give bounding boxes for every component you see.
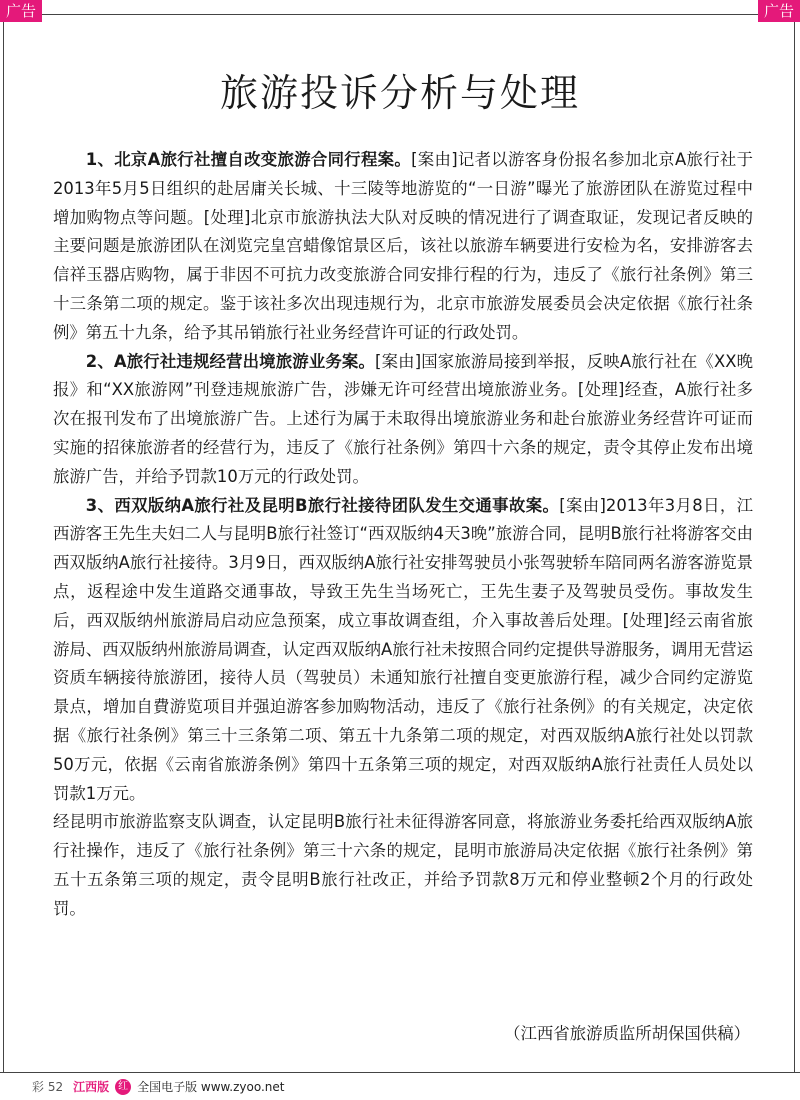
case-1-text: [案由]记者以游客身份报名参加北京A旅行社于2013年5月5日组织的赴居庸关长城、十三陵等地游览的“一日游”曝光了旅游团队在游览过程中增加购物点等问题。[处理]北京市旅游执法大队对反映的情况进行了调查取证，发现记者反映的主要问题是旅游团队在浏览完皇宫蜡像馆景区后，该社以旅游车辆要进行安检为名，安排游客去信祥玉器店购物，属于非因不可抗力改变旅游合同安排行程的行为，违反了《旅行社条例》第三十三条第二项的规定。鉴于该社多次出现违规行为，北京市旅游发展委员会决定依据《旅行社条例》第五十九条，给予其吊销旅行社业务经营许可证的行政处罚。 xyxy=(53,150,753,342)
website-link[interactable]: 全国电子版 www.zyoo.net xyxy=(137,1080,285,1094)
author-signature: （江西省旅游质监所胡保国供稿） xyxy=(504,1024,750,1043)
case-1-heading: 1、北京A旅行社擅自改变旅游合同行程案。 xyxy=(85,150,412,169)
case-1-paragraph xyxy=(53,146,753,348)
case-3-text: [案由]2013年3月8日，江西游客王先生夫妇二人与昆明B旅行社签订“西双版纳4天3晚”旅游合同，昆明B旅行社将游客交由西双版纳A旅行社接待。3月9日，西双版纳A旅行社安排驾驶员小张驾驶轿车陪同两名游客游览景点，返程途中发生道路交通事故，导致王先生当场死亡，王先生妻子及驾驶员受伤。事故发生后，西双版纳州旅游局启动应急预案，成立事故调查组，介入事故善后处理。[处理]经云南省旅游局、西双版纳州旅游局调查，认定西双版纳A旅行社未按照合同约定提供导游服务，调用无营运资质车辆接待旅游团，接待人员（驾驶员）未通知旅行社擅自变更旅游行程，减少合同约定游览景点，增加自費游览项目并强迫游客参加购物活动，违反了《旅行社条例》的有关规定，决定依据《旅行社条例》第三十三条第二项、第五十九条第二项的规定，对西双版纳A旅行社处以罚款50万元，依据《云南省旅游条例》第四十五条第三项的规定，对西双版纳A旅行社责任人员处以罚款1万元。 xyxy=(53,495,753,803)
closing-paragraph: 经昆明市旅游监察支队调查，认定昆明B旅行社未征得游客同意，将旅游业务委托给西双版纳A旅行社操作，违反了《旅行社条例》第三十六条的规定，昆明市旅游局决定依据《旅行社条例》第五十五条第三项的规定，责令昆明B旅行社改正，并给予罚款8万元和停业整顿2个月的行政处罚。 xyxy=(53,812,753,918)
case-2-text: [案由]国家旅游局接到举报，反映A旅行社在《XX晚报》和“XX旅游网”刊登违规旅游广告，涉嫌无许可经营出境旅游业务。[处理]经查，A旅行社多次在报刊发布了出境旅游广告。上述行为属于未取得出境旅游业务和赴台旅游业务经营许可证而实施的招徕旅游者的经营行为，违反了《旅行社条例》第四十六条的规定，责令其停止发布出境旅游广告，并给予罚款10万元的行政处罚。 xyxy=(53,351,753,486)
ad-label-right: 广告 xyxy=(758,0,800,22)
case-3-paragraph xyxy=(53,492,753,809)
footer-content xyxy=(32,1073,284,1100)
case-3-heading: 3、西双版纳A旅行社及昆明B旅行社接待团队发生交通事故案。 xyxy=(85,495,560,515)
case-2-heading: 2、A旅行社违规经营出境旅游业务案。 xyxy=(85,351,376,371)
article-body xyxy=(53,146,753,924)
page-footer xyxy=(0,1072,800,1100)
ad-label-left: 广告 xyxy=(0,0,42,22)
case-2-paragraph xyxy=(53,348,753,492)
edition-badge-icon: 红 xyxy=(115,1079,131,1095)
edition-label: 江西版 xyxy=(73,1080,110,1094)
page-title: 旅游投诉分析与处理 xyxy=(219,71,580,115)
page-number: 彩 52 xyxy=(32,1080,64,1094)
